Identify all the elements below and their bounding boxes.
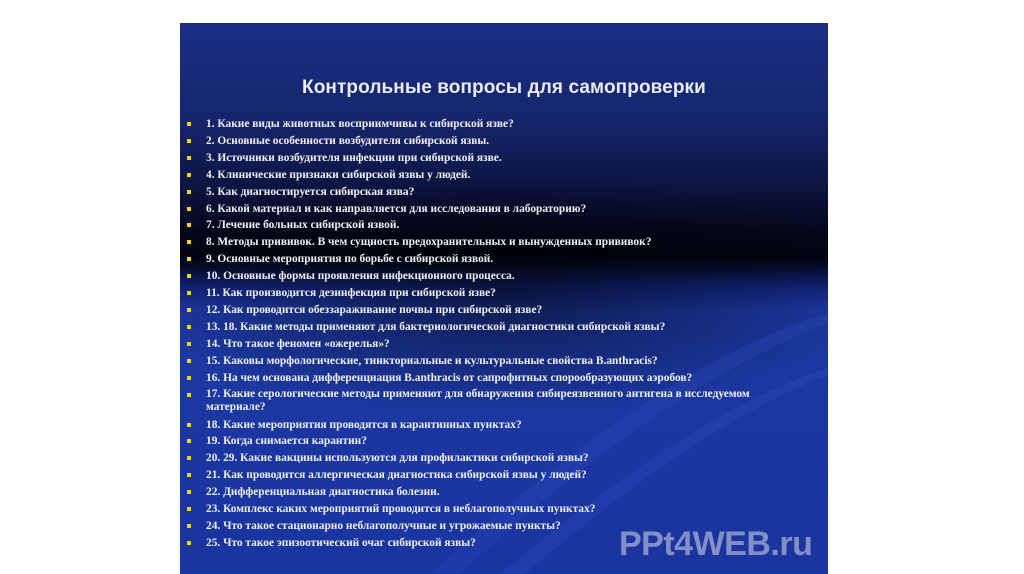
question-text: 8. Методы прививок. В чем сущность предохранительных и вынужденных прививок? bbox=[206, 236, 652, 249]
question-text: 7. Лечение больных сибирской язвой. bbox=[206, 219, 400, 232]
bullet-icon bbox=[187, 240, 191, 244]
question-text: 25. Что такое эпизоотический очаг сибирской язвы? bbox=[206, 536, 476, 549]
list-item bbox=[184, 484, 784, 501]
list-item bbox=[184, 150, 784, 167]
bullet-icon bbox=[187, 274, 191, 278]
bullet-icon bbox=[187, 156, 191, 160]
watermark: PPt4WEB.ru bbox=[619, 525, 813, 563]
slide-title: Контрольные вопросы для самопроверки bbox=[302, 77, 706, 98]
bullet-icon bbox=[187, 423, 191, 427]
bullet-icon bbox=[187, 359, 191, 363]
list-item bbox=[184, 133, 784, 150]
question-text: 11. Как производится дезинфекция при сибирской язве? bbox=[206, 287, 496, 300]
question-text: 17. Какие серологические методы применяют для обнаружения сибиреязвенного антигена в исследуемом материале? bbox=[206, 387, 750, 413]
bullet-icon bbox=[187, 541, 191, 545]
bullet-icon bbox=[187, 376, 191, 380]
list-item bbox=[184, 501, 784, 518]
list-item bbox=[184, 450, 784, 467]
bullet-icon bbox=[187, 207, 191, 211]
bullet-icon bbox=[187, 139, 191, 143]
bullet-icon bbox=[187, 257, 191, 261]
list-item bbox=[184, 116, 784, 133]
question-text: 23. Комплекс каких мероприятий проводится в неблагополучных пунктах? bbox=[206, 503, 596, 516]
question-text: 19. Когда снимается карантин? bbox=[206, 435, 367, 448]
question-text: 3. Источники возбудителя инфекции при сибирской язве. bbox=[206, 151, 502, 164]
question-text: 14. Что такое феномен «ожерелья»? bbox=[206, 337, 390, 350]
question-text: 24. Что такое стационарно неблагополучные и угрожаемые пункты? bbox=[206, 519, 561, 532]
list-item bbox=[184, 268, 784, 285]
bullet-icon bbox=[187, 223, 191, 227]
list-item bbox=[184, 234, 784, 251]
bullet-icon bbox=[187, 490, 191, 494]
list-item bbox=[184, 319, 784, 336]
question-text: 6. Какой материал и как направляется для исследования в лабораторию? bbox=[206, 202, 587, 215]
list-item bbox=[184, 433, 784, 450]
question-text: 12. Как проводится обеззараживание почвы при сибирской язве? bbox=[206, 303, 543, 316]
list-item bbox=[184, 417, 784, 434]
question-text: 15. Каковы морфологические, тинкториальные и культуральные свойства B.anthracis? bbox=[206, 354, 658, 367]
bullet-icon bbox=[187, 291, 191, 295]
question-text: 4. Клинические признаки сибирской язвы у людей. bbox=[206, 168, 471, 181]
list-item bbox=[184, 387, 784, 417]
bullet-icon bbox=[187, 507, 191, 511]
list-item bbox=[184, 302, 784, 319]
bullet-icon bbox=[187, 342, 191, 346]
bullet-icon bbox=[187, 439, 191, 443]
question-text: 2. Основные особенности возбудителя сибирской язвы. bbox=[206, 134, 490, 147]
question-text: 18. Какие мероприятия проводятся в карантинных пунктах? bbox=[206, 418, 522, 431]
bullet-icon bbox=[187, 524, 191, 528]
list-item bbox=[184, 251, 784, 268]
bullet-icon bbox=[187, 190, 191, 194]
question-text: 13. 18. Какие методы применяют для бактериологической диагностики сибирской язвы? bbox=[206, 320, 666, 333]
bullet-icon bbox=[187, 308, 191, 312]
list-item bbox=[184, 285, 784, 302]
question-text: 21. Как проводится аллергическая диагностика сибирской язвы у людей? bbox=[206, 469, 587, 482]
question-list bbox=[184, 116, 784, 552]
question-text: 9. Основные мероприятия по борьбе с сибирской язвой. bbox=[206, 253, 494, 266]
bullet-icon bbox=[187, 173, 191, 177]
question-text: 5. Как диагностируется сибирская язва? bbox=[206, 185, 415, 198]
list-item bbox=[184, 217, 784, 234]
bullet-icon bbox=[187, 393, 191, 397]
bullet-icon bbox=[187, 325, 191, 329]
list-item bbox=[184, 167, 784, 184]
slide bbox=[180, 23, 828, 574]
bullet-icon bbox=[187, 473, 191, 477]
question-text: 22. Дифференциальная диагностика болезни. bbox=[206, 486, 440, 499]
bullet-icon bbox=[187, 122, 191, 126]
question-text: 20. 29. Какие вакцины используются для профилактики сибирской язвы? bbox=[206, 452, 589, 465]
question-text: 10. Основные формы проявления инфекционного процесса. bbox=[206, 270, 515, 283]
list-item bbox=[184, 370, 784, 387]
list-item bbox=[184, 201, 784, 218]
list-item bbox=[184, 184, 784, 201]
question-text: 1. Какие виды животных восприимчивы к сибирской язве? bbox=[206, 118, 514, 130]
question-text: 16. На чем основана дифференциация B.anthracis от сапрофитных спорообразующих аэробов? bbox=[206, 371, 693, 384]
list-item bbox=[184, 353, 784, 370]
bullet-icon bbox=[187, 456, 191, 460]
list-item bbox=[184, 336, 784, 353]
list-item bbox=[184, 467, 784, 484]
